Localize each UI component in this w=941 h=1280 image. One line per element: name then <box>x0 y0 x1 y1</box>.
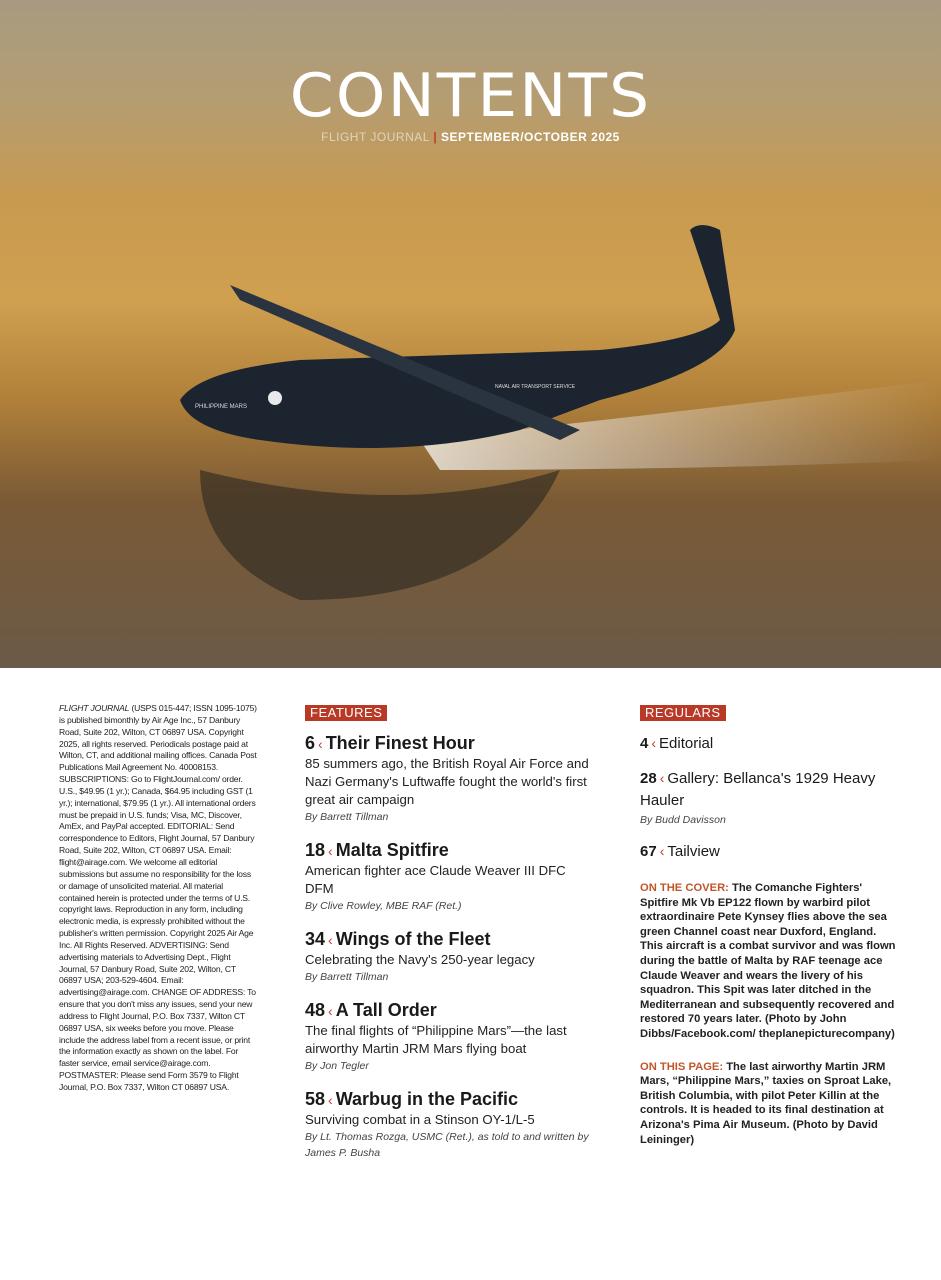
chevron-icon: ‹ <box>659 843 665 859</box>
entry-title: Gallery: Bellanca's 1929 Heavy Hauler <box>640 770 876 809</box>
entry-description: Celebrating the Navy's 250-year legacy <box>305 952 535 967</box>
page-number: 6 <box>305 733 316 753</box>
entry-description: The final flights of “Philippine Mars”—the last airworthy Martin JRM Mars flying boat <box>305 1023 567 1056</box>
entry-description: American fighter ace Claude Weaver III DFC DFM <box>305 863 566 896</box>
chevron-icon: ‹ <box>328 1003 333 1019</box>
entry-heading[interactable] <box>305 839 595 862</box>
page-number: 4 <box>640 735 649 752</box>
toc-entry[interactable] <box>305 999 595 1074</box>
entry-heading[interactable] <box>305 999 595 1022</box>
entry-heading[interactable] <box>305 1088 595 1111</box>
entry-title: Their Finest Hour <box>325 733 475 753</box>
entry-title: Warbug in the Pacific <box>335 1089 519 1109</box>
aircraft-service-marking: NAVAL AIR TRANSPORT SERVICE <box>495 384 576 390</box>
toc-entry[interactable] <box>305 839 595 914</box>
entry-byline: By Budd Davisson <box>640 814 726 826</box>
regulars-section <box>640 704 900 1147</box>
masthead-text <box>59 703 257 1094</box>
entry-description: Surviving combat in a Stinson OY-1/L-5 <box>305 1112 535 1127</box>
toc-entry[interactable] <box>640 767 900 828</box>
toc-entry[interactable] <box>640 732 900 755</box>
entry-heading[interactable] <box>305 928 595 951</box>
entry-title: Editorial <box>659 735 714 752</box>
page-number: 67 <box>640 843 657 860</box>
page-number: 48 <box>305 1000 326 1020</box>
page-note-text: The last airworthy Martin JRM Mars, “Philippine Mars,” taxies on Sproat Lake, British Columbia, with pilot Peter Killin at the controls. It is headed to its final destination at Arizona's Pima Air Museum. (Photo by David Leininger) <box>640 1060 892 1146</box>
entry-heading[interactable] <box>640 840 900 863</box>
page-number: 58 <box>305 1089 326 1109</box>
toc-entry[interactable] <box>305 732 595 825</box>
entry-byline: By Barrett Tillman <box>305 811 389 823</box>
entry-byline: By Barrett Tillman <box>305 971 389 983</box>
chevron-icon: ‹ <box>318 736 323 752</box>
chevron-icon: ‹ <box>328 843 333 859</box>
chevron-icon: ‹ <box>328 1092 333 1108</box>
features-label: FEATURES <box>305 705 387 721</box>
separator: | <box>433 130 438 144</box>
toc-entry[interactable] <box>305 928 595 985</box>
entry-title: Wings of the Fleet <box>335 929 491 949</box>
page-number: 34 <box>305 929 326 949</box>
entry-byline: By Jon Tegler <box>305 1060 369 1072</box>
features-section <box>305 704 595 1175</box>
page-title: CONTENTS <box>289 61 652 131</box>
masthead-journal: FLIGHT JOURNAL <box>59 703 130 713</box>
aircraft-name-marking: PHILIPPINE MARS <box>195 404 248 410</box>
toc-entry[interactable] <box>640 840 900 863</box>
cover-note-text: The Comanche Fighters' Spitfire Mk Vb EP122 flown by warbird pilot extraordinaire Pete Kynsey flies above the sea green Channel coast near Duxford, England. This aircraft is a combat survivor and was flown during the battle of Malta by RAF teenage ace Claude Weaver and wears the livery of his squadron. This Spit was later ditched in the Mediterranean and subsequently recovered and restored 70 years later. (Photo by John Dibbs/Facebook.com/ theplanepicturecompany) <box>640 882 896 1040</box>
toc-entry[interactable] <box>305 1088 595 1161</box>
page-note <box>640 1060 900 1148</box>
page-note-label: ON THIS PAGE: <box>640 1060 724 1073</box>
entry-title: A Tall Order <box>335 1000 437 1020</box>
entry-title: Malta Spitfire <box>335 840 449 860</box>
masthead-body: (USPS 015-447; ISSN 1095-1075) is published bimonthly by Air Age Inc., 57 Danbury Road, Suite 202, Wilton, CT 06897 USA. Copyright 2025, all rights reserved. Periodicals postage paid at Wilton, CT, and additional mailing offices. Canada Post Publications Mail Agreement No. 40008153. SUBSCRIPTIONS: Go to FlightJournal.com/ order. U.S., $49.95 (1 yr.); Canada, $64.95 including GST (1 yr.); international, $79.95 (1 yr.). All international orders must be prepaid in U.S. funds; Visa, MC, Discover, AmEx, and PayPal accepted. EDITORIAL: Send correspondence to Editors, Flight Journal, 57 Danbury Road, Suite 202, Wilton, CT 06897 USA. Email: flight@airage.com. We welcome all editorial submissions but assume no responsibility for the loss or damage of unsolicited material. All material contained herein is protected under the terms of U.S. copyright laws. Reproduction in any form, including electronic media, is expressly prohibited without the publisher's written permission. Copyright 2025 Air Age Inc. All Rights Reserved. ADVERTISING: Send advertising materials to Advertising Dept., Flight Journal, 57 Danbury Road, Suite 202, Wilton, CT 06897 USA; 203-529-4604. Email: advertising@airage.com. CHANGE OF ADDRESS: To ensure that you don't miss any issues, send your new address to Flight Journal, P.O. Box 7337, Wilton CT 06897 USA, six weeks before you move. Please include the address label from a recent issue, or print the information exactly as shown on the label. For faster service, email service@airage.com. POSTMASTER: Please send Form 3579 to Flight Journal, P.O. Box 7337, Wilton CT 06897 USA. <box>59 703 257 1092</box>
page-number: 28 <box>640 770 657 787</box>
entry-heading[interactable] <box>305 732 595 755</box>
issue-line <box>0 130 941 145</box>
magazine-name: FLIGHT JOURNAL <box>321 130 430 144</box>
chevron-icon: ‹ <box>651 735 657 751</box>
regulars-label: REGULARS <box>640 705 726 721</box>
cover-note-label: ON THE COVER: <box>640 882 729 894</box>
entry-heading[interactable] <box>640 767 900 812</box>
page-number: 18 <box>305 840 326 860</box>
entry-byline: By Lt. Thomas Rozga, USMC (Ret.), as told to and written by James P. Busha <box>305 1131 589 1159</box>
entry-description: 85 summers ago, the British Royal Air Force and Nazi Germany's Luftwaffe fought the world's first great air campaign <box>305 756 589 807</box>
entry-heading[interactable] <box>640 732 900 755</box>
issue-date: SEPTEMBER/OCTOBER 2025 <box>441 130 620 144</box>
entry-title: Tailview <box>667 843 720 860</box>
entry-byline: By Clive Rowley, MBE RAF (Ret.) <box>305 900 462 912</box>
chevron-icon: ‹ <box>328 932 333 948</box>
cover-note <box>640 881 900 1042</box>
chevron-icon: ‹ <box>659 770 665 786</box>
